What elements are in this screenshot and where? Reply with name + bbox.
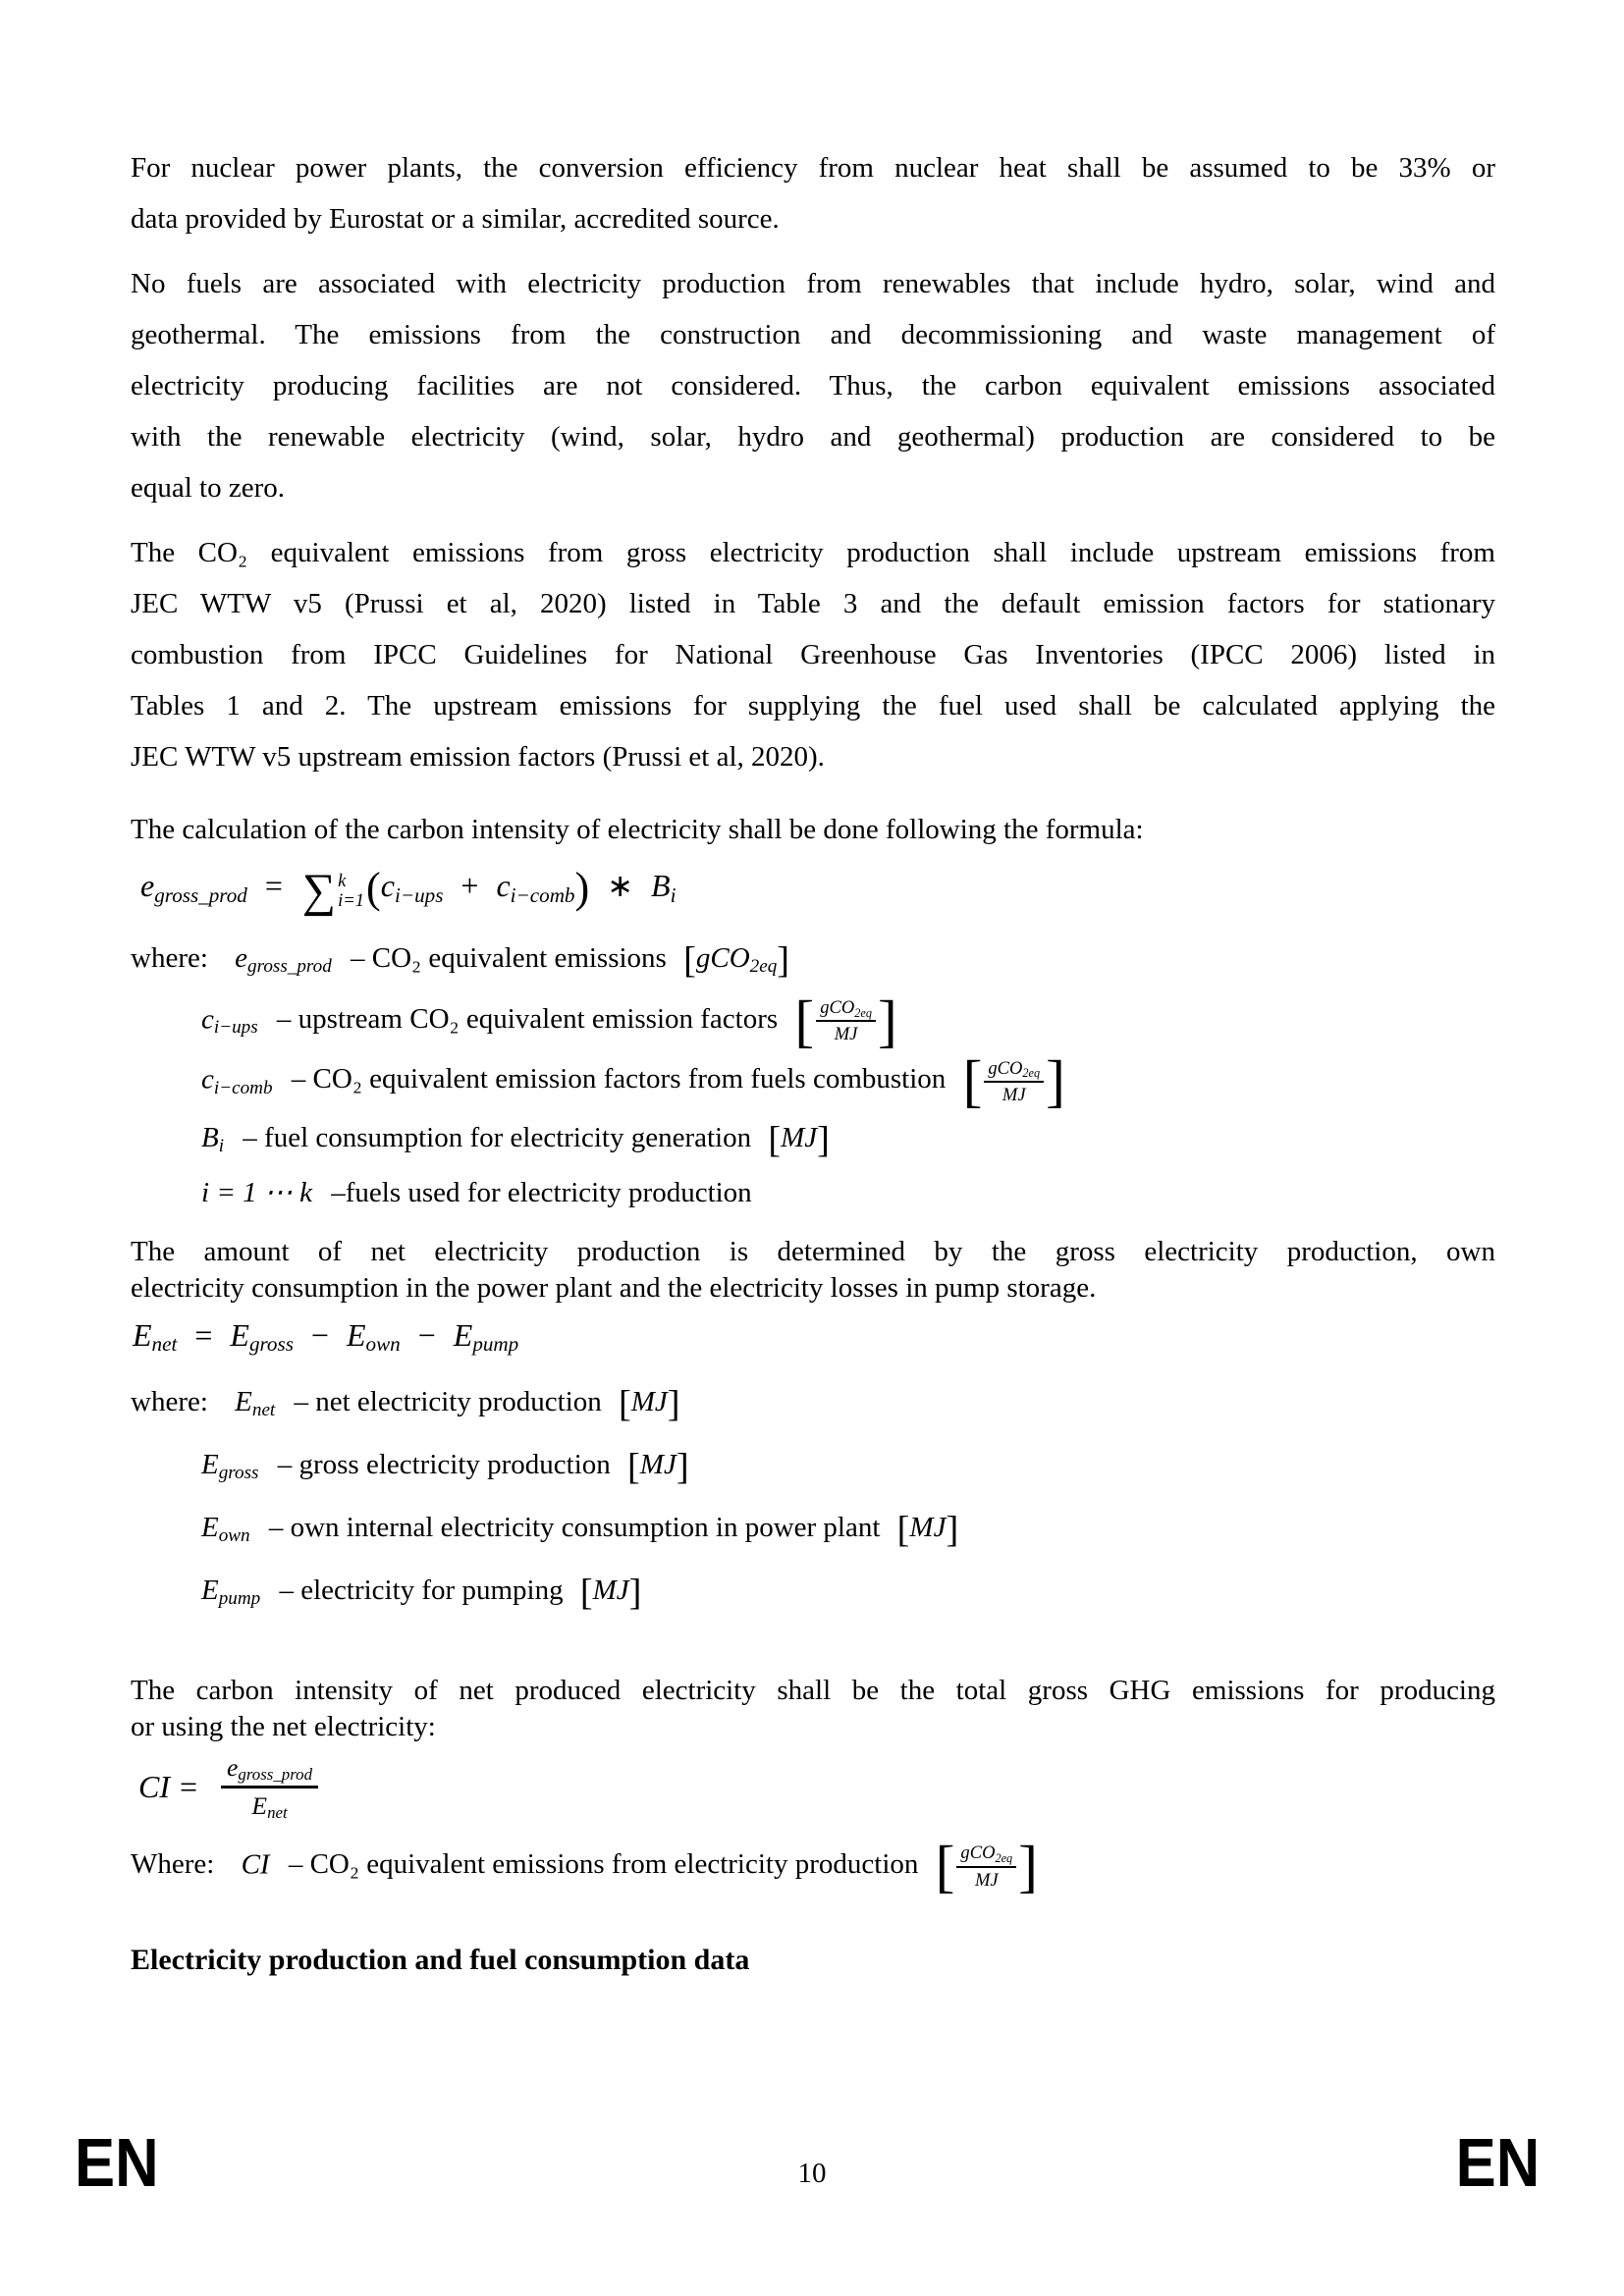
close-bracket: ] xyxy=(676,1446,689,1488)
minus-sign: − xyxy=(417,1316,436,1353)
definition-text: – CO₂ equivalent emissions from electricity production xyxy=(288,1848,919,1881)
var-c-comb-base: c xyxy=(496,867,511,903)
var-e-own-base: E xyxy=(201,1511,219,1543)
fraction-denominator: MJ xyxy=(974,1869,999,1891)
definition-c-i-comb xyxy=(201,1048,1495,1114)
fraction-denominator: MJ xyxy=(1001,1084,1026,1105)
close-bracket: ] xyxy=(667,1383,680,1425)
equals-sign: = xyxy=(264,867,283,903)
where-label: where: xyxy=(131,941,208,974)
var-c-ups-sub: i−ups xyxy=(213,1017,258,1039)
var-e-gross-prod-sub: gross_prod xyxy=(154,882,247,907)
definition-e-gross-prod xyxy=(131,936,1495,984)
open-bracket: [ xyxy=(768,1119,782,1161)
open-bracket: [ xyxy=(683,939,696,982)
paragraph-line: combustion from IPCC Guidelines for National Greenhouse Gas Inventories (IPCC 2006) listed in xyxy=(131,639,1495,670)
where-label: where: xyxy=(131,1385,208,1417)
paragraph-nuclear-efficiency xyxy=(131,142,1495,244)
definition-text: – CO₂ equivalent emissions xyxy=(351,941,667,974)
var-ci: CI xyxy=(138,1768,170,1804)
open-bracket: [ xyxy=(896,1509,910,1551)
definition-b-i xyxy=(201,1116,1495,1163)
summation-upper-limit: k xyxy=(338,870,347,891)
paragraph-line: No fuels are associated with electricity production from renewables that include hydro, solar, wind and xyxy=(131,268,1495,299)
open-bracket: [ xyxy=(794,988,815,1053)
summation-limits xyxy=(338,872,364,913)
var-c-ups-sub: i−ups xyxy=(394,882,444,907)
definition-text: – electricity for pumping xyxy=(279,1574,564,1606)
close-bracket: ] xyxy=(817,1119,830,1161)
fraction-numerator: egross_prod xyxy=(221,1753,318,1789)
paragraph-line: electricity producing facilities are not considered. Thus, the carbon equivalent emissions associated xyxy=(131,370,1495,401)
unit-mj: MJ xyxy=(592,1574,629,1606)
fraction-stack xyxy=(816,996,876,1045)
unit-mj: MJ xyxy=(781,1121,818,1153)
paragraph-carbon-intensity-intro: The calculation of the carbon intensity of electricity shall be done following the formula: xyxy=(131,814,1144,845)
definition-text: – own internal electricity consumption in power plant xyxy=(268,1511,881,1543)
var-e-gross-prod-base: e xyxy=(140,867,155,903)
paragraph-line: Tables 1 and 2. The upstream emissions for supplying the fuel used shall be calculated applying the xyxy=(131,690,1495,721)
var-e-net-sub: net xyxy=(251,1400,276,1421)
paragraph-line: The amount of net electricity production is determined by the gross electricity production, own xyxy=(131,1235,1495,1267)
open-bracket: [ xyxy=(627,1446,640,1488)
definition-e-gross xyxy=(201,1443,1495,1490)
fraction-denominator: Enet xyxy=(251,1790,288,1823)
fraction-numerator: gCO2eq xyxy=(956,1842,1016,1867)
open-bracket: [ xyxy=(935,1833,955,1898)
sigma-symbol: ∑ xyxy=(301,865,337,918)
var-e-own-sub: own xyxy=(365,1332,401,1357)
footer-right-en: EN xyxy=(1455,2124,1540,2201)
var-c-ups-base: c xyxy=(201,1002,214,1035)
ci-fraction xyxy=(221,1753,318,1821)
i-range-expression: = 1 ⋯ k xyxy=(216,1176,313,1208)
unit-fraction-gco2eq-mj xyxy=(794,988,897,1053)
var-e-gross-prod-base: e xyxy=(235,941,248,974)
var-b-sub: i xyxy=(218,1135,225,1156)
var-e-net-base: E xyxy=(133,1316,152,1353)
where-label: Where: xyxy=(131,1848,215,1881)
var-e-own-sub: own xyxy=(218,1525,250,1547)
unit-gco2eq-base: gCO xyxy=(695,941,750,974)
close-bracket: ] xyxy=(628,1572,642,1614)
paragraph-line: with the renewable electricity (wind, solar, hydro and geothermal) production are considered to be xyxy=(131,421,1495,453)
equals-sign: = xyxy=(194,1316,213,1353)
var-b-base: B xyxy=(651,867,671,903)
definition-text: – net electricity production xyxy=(294,1385,602,1417)
multiplication-sign: ∗ xyxy=(607,867,634,903)
formula-gross-emissions xyxy=(140,859,1495,919)
footer-left-en: EN xyxy=(75,2124,159,2201)
definition-e-pump xyxy=(201,1569,1495,1616)
var-i: i xyxy=(201,1176,210,1208)
paragraph-net-electricity xyxy=(131,1234,1495,1307)
paragraph-co2-upstream-emissions xyxy=(131,527,1495,782)
fraction-stack xyxy=(984,1057,1044,1106)
close-bracket: ] xyxy=(877,988,897,1053)
close-bracket: ] xyxy=(946,1509,959,1551)
var-e-gross-prod-sub: gross_prod xyxy=(247,955,332,977)
paragraph-line: JEC WTW v5 upstream emission factors (Prussi et al, 2020). xyxy=(131,741,825,773)
close-bracket: ] xyxy=(777,939,790,982)
formula-net-electricity xyxy=(133,1312,1495,1359)
section-heading: Electricity production and fuel consumption data xyxy=(131,1944,750,1977)
definition-i-range xyxy=(201,1171,1495,1214)
close-paren: ) xyxy=(574,864,590,912)
paragraph-line: equal to zero. xyxy=(131,472,286,504)
where-block-net xyxy=(131,1380,1495,1616)
paragraph-line: geothermal. The emissions from the construction and decommissioning and waste management of xyxy=(131,319,1495,350)
open-bracket: [ xyxy=(579,1572,593,1614)
unit-gco2eq-sub: 2eq xyxy=(749,955,778,977)
paragraph-line: or using the net electricity: xyxy=(131,1710,436,1742)
var-e-own-base: E xyxy=(346,1316,366,1353)
var-e-net-base: E xyxy=(235,1385,252,1417)
var-b-sub: i xyxy=(670,882,677,907)
definition-text: – upstream CO₂ equivalent emission factors xyxy=(276,1002,779,1035)
open-paren: ( xyxy=(366,864,381,912)
fraction-numerator: gCO2eq xyxy=(816,996,876,1022)
open-bracket: [ xyxy=(962,1048,983,1114)
paragraph-line: For nuclear power plants, the conversion efficiency from nuclear heat shall be assumed to be 33% or xyxy=(131,152,1495,184)
var-e-pump-sub: pump xyxy=(218,1588,261,1610)
var-c-comb-sub: i−comb xyxy=(213,1077,273,1098)
equals-sign: = xyxy=(180,1768,198,1804)
var-e-gross-base: E xyxy=(201,1448,219,1480)
open-bracket: [ xyxy=(619,1383,631,1425)
var-e-gross-base: E xyxy=(230,1316,249,1353)
paragraph-line: electricity consumption in the power plant and the electricity losses in pump storage. xyxy=(131,1271,1097,1304)
footer-page-number: 10 xyxy=(797,2158,827,2189)
definition-c-i-ups xyxy=(201,988,1495,1053)
fraction-numerator: gCO2eq xyxy=(984,1057,1044,1083)
paragraph-line: JEC WTW v5 (Prussi et al, 2020) listed in Table 3 and the default emission factors for stationary xyxy=(131,588,1495,619)
definition-text: – fuel consumption for electricity generation xyxy=(243,1121,752,1153)
var-e-pump-base: E xyxy=(453,1316,473,1353)
var-e-gross-sub: gross xyxy=(218,1463,259,1484)
var-e-pump-base: E xyxy=(201,1574,219,1606)
paragraph-line: data provided by Eurostat or a similar, accredited source. xyxy=(131,203,780,235)
close-bracket: ] xyxy=(1018,1833,1038,1898)
definition-e-net xyxy=(131,1380,1495,1427)
unit-mj: MJ xyxy=(639,1448,677,1480)
paragraph-carbon-intensity-net xyxy=(131,1673,1495,1745)
definition-text: – gross electricity production xyxy=(277,1448,611,1480)
var-c-comb-sub: i−comb xyxy=(510,882,575,907)
paragraph-renewables-zero-emissions xyxy=(131,258,1495,513)
definition-e-own xyxy=(201,1506,1495,1553)
unit-fraction-gco2eq-mj xyxy=(935,1833,1038,1898)
plus-sign: + xyxy=(460,867,479,903)
definition-text: – CO₂ equivalent emission factors from fuels combustion xyxy=(291,1063,947,1095)
paragraph-line: The carbon intensity of net produced electricity shall be the total gross GHG emissions for producing xyxy=(131,1674,1495,1706)
close-bracket: ] xyxy=(1046,1048,1065,1114)
formula-carbon-intensity xyxy=(138,1753,1495,1821)
minus-sign: − xyxy=(310,1316,329,1353)
summation-lower-limit: i=1 xyxy=(338,890,365,912)
var-e-net-sub: net xyxy=(151,1332,178,1357)
var-c-comb-base: c xyxy=(201,1063,214,1095)
var-c-ups-base: c xyxy=(380,867,395,903)
fraction-stack xyxy=(956,1842,1016,1891)
var-ci: CI xyxy=(241,1848,270,1881)
summation-operator xyxy=(301,865,365,918)
unit-mj: MJ xyxy=(630,1385,668,1417)
unit-fraction-gco2eq-mj xyxy=(962,1048,1065,1114)
paragraph-line: The CO₂ equivalent emissions from gross electricity production shall include upstream emissions from xyxy=(131,537,1495,568)
definition-text: –fuels used for electricity production xyxy=(331,1176,752,1208)
definition-ci xyxy=(131,1833,1495,1898)
var-e-gross-sub: gross xyxy=(248,1332,294,1357)
where-block-gross xyxy=(131,936,1495,1214)
var-b-base: B xyxy=(201,1121,219,1153)
var-e-pump-sub: pump xyxy=(472,1332,519,1357)
unit-mj: MJ xyxy=(909,1511,947,1543)
fraction-denominator: MJ xyxy=(834,1024,858,1045)
